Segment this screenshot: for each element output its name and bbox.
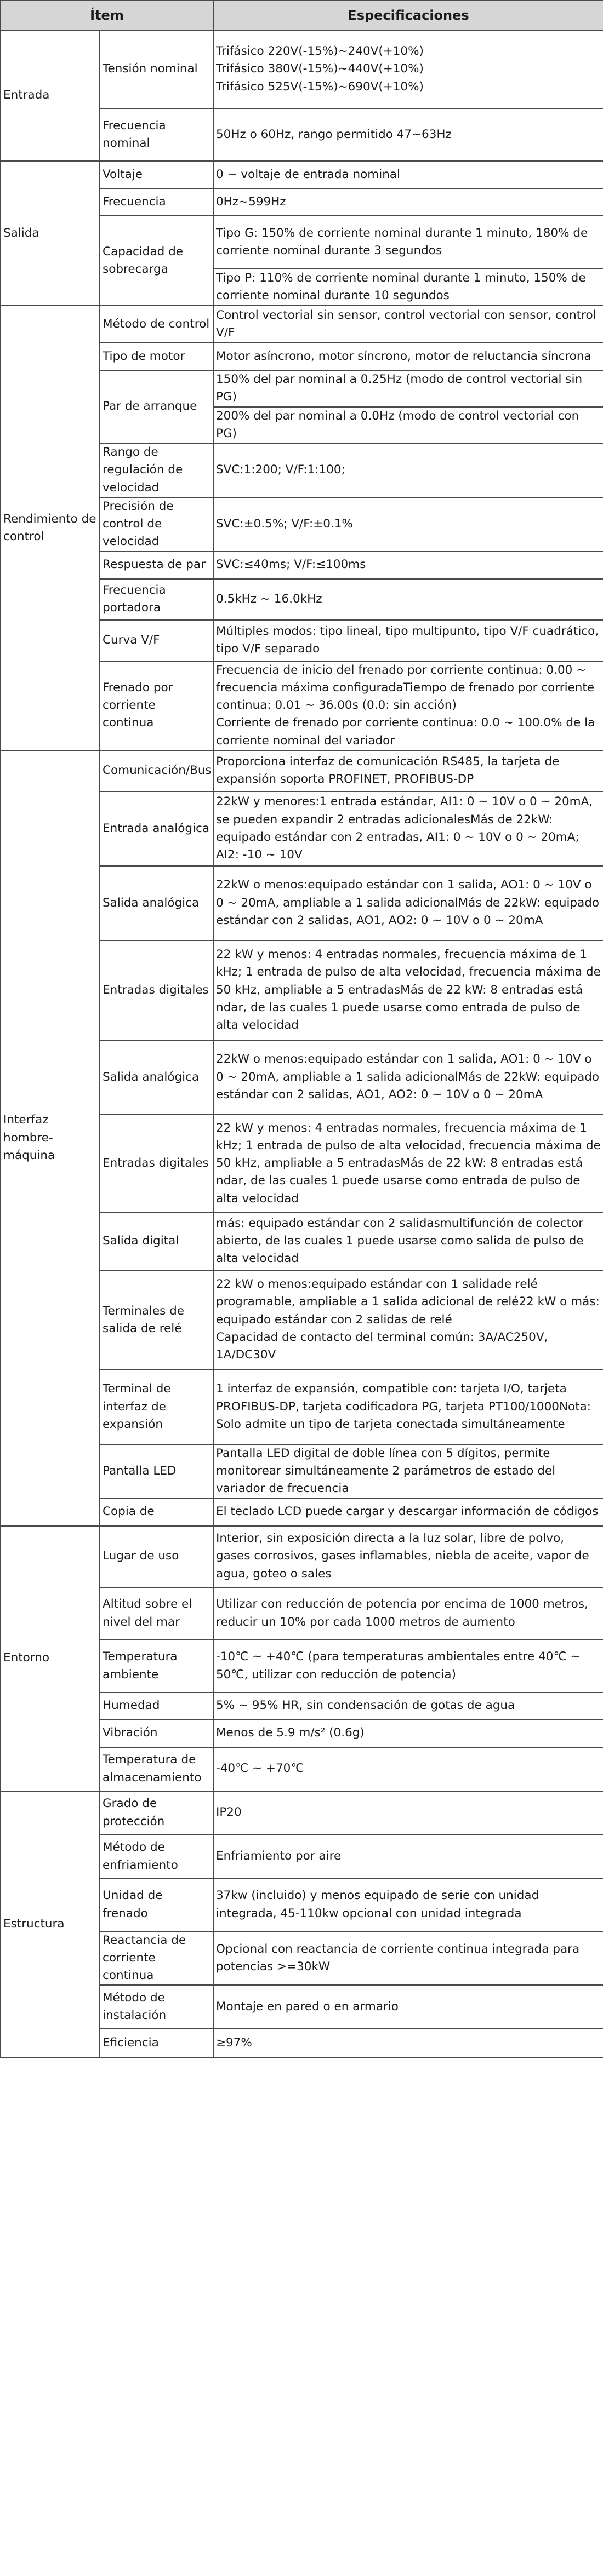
- row-value: 22kW y menores:1 entrada estándar, AI1: 0 ~ 10V o 0 ~ 20mA, se pueden expandir 2 entradas adicionalesMás de 22kW: equipado estándar con 2 entradas, AI1: 0 ~ 10V o 0 ~ 20mA; AI2: -10 ~ 10V: [213, 791, 603, 866]
- row-label: Entrada analógica: [100, 791, 213, 866]
- row-label: Unidad de frenado: [100, 1879, 213, 1931]
- row-value: IP20: [213, 1791, 603, 1835]
- row-value: Control vectorial sin sensor, control vectorial con sensor, control V/F: [213, 306, 603, 343]
- section-name: Estructura: [1, 1791, 100, 2058]
- row-label: Capacidad de sobrecarga: [100, 216, 213, 306]
- row-value: 0Hz~599Hz: [213, 188, 603, 216]
- row-value: 22 kW y menos: 4 entradas normales, frecuencia máxima de 1 kHz; 1 entrada de pulso de alta velocidad, frecuencia máxima de 50 kHz, ampliable a 5 entradasMás de 22 kW: 8 entradas está ndar, de las cuales 1 puede usarse como entrada de pulso de alta velocidad: [213, 940, 603, 1040]
- row-value: 22 kW o menos:equipado estándar con 1 salidade relé programable, ampliable a 1 salida adicional de relé22 kW o más: equipado estándar con 2 salidas de relé Capacidad de contacto del terminal común: 3A/AC250V, 1A/DC30V: [213, 1270, 603, 1370]
- row-label: Curva V/F: [100, 620, 213, 661]
- row-label: Método de enfriamiento: [100, 1835, 213, 1879]
- row-label: Método de control: [100, 306, 213, 343]
- row-value: SVC:≤40ms; V/F:≤100ms: [213, 552, 603, 579]
- section-name: Salida: [1, 161, 100, 306]
- row-value: 5% ~ 95% HR, sin condensación de gotas de agua: [213, 1693, 603, 1720]
- row-value: 0 ~ voltaje de entrada nominal: [213, 161, 603, 188]
- row-value: SVC:±0.5%; V/F:±0.1%: [213, 497, 603, 552]
- row-label: Reactancia de corriente continua: [100, 1931, 213, 1986]
- row-label: Respuesta de par: [100, 552, 213, 579]
- row-label: Voltaje: [100, 161, 213, 188]
- section-name: Entorno: [1, 1526, 100, 1791]
- row-label: Terminal de interfaz de expansión: [100, 1370, 213, 1444]
- row-label: Terminales de salida de relé: [100, 1270, 213, 1370]
- table-header-row: [1, 1, 603, 30]
- row-label: Entradas digitales: [100, 1115, 213, 1213]
- row-value: 22 kW y menos: 4 entradas normales, frecuencia máxima de 1 kHz; 1 entrada de pulso de alta velocidad, frecuencia máxima de 50 kHz, ampliable a 5 entradasMás de 22 kW: 8 entradas está ndar, de las cuales 1 puede usarse como entrada de pulso de alta velocidad: [213, 1115, 603, 1213]
- row-value: 22kW o menos:equipado estándar con 1 salida, AO1: 0 ~ 10V o 0 ~ 20mA, ampliable a 1 salida adicionalMás de 22kW: equipado estándar con 2 salidas, AO1, AO2: 0 ~ 10V o 0 ~ 20mA: [213, 1040, 603, 1115]
- row-label: Tipo de motor: [100, 343, 213, 370]
- row-label: Altitud sobre el nivel del mar: [100, 1587, 213, 1640]
- row-label: Rango de regulación de velocidad: [100, 443, 213, 497]
- spec-table-body: [1, 30, 603, 2057]
- section-name: Interfaz hombre-máquina: [1, 750, 100, 1526]
- row-label: Frecuencia portadora: [100, 579, 213, 620]
- row-value: Tipo P: 110% de corriente nominal durante 1 minuto, 150% de corriente nominal durante 10 segundos: [213, 268, 603, 306]
- row-value: Menos de 5.9 m/s² (0.6g): [213, 1720, 603, 1747]
- table-row: [1, 30, 603, 108]
- header-specifications: Especificaciones: [213, 1, 603, 30]
- row-label: Frecuencia: [100, 188, 213, 216]
- row-label: Pantalla LED: [100, 1444, 213, 1499]
- row-label: Frecuencia nominal: [100, 108, 213, 161]
- row-label: Precisión de control de velocidad: [100, 497, 213, 552]
- header-item: Ítem: [1, 1, 213, 30]
- table-row: [1, 750, 603, 791]
- row-label: Humedad: [100, 1693, 213, 1720]
- row-value: Tipo G: 150% de corriente nominal durante 1 minuto, 180% de corriente nominal durante 3 segundos: [213, 216, 603, 268]
- row-value: El teclado LCD puede cargar y descargar información de códigos: [213, 1499, 603, 1526]
- row-label: Eficiencia: [100, 2029, 213, 2057]
- row-label: Vibración: [100, 1720, 213, 1747]
- row-label: Lugar de uso: [100, 1526, 213, 1587]
- row-value: SVC:1:200; V/F:1:100;: [213, 443, 603, 497]
- row-value: Opcional con reactancia de corriente continua integrada para potencias >=30kW: [213, 1931, 603, 1986]
- table-row: [1, 1791, 603, 1835]
- row-value: 150% del par nominal a 0.25Hz (modo de control vectorial sin PG): [213, 370, 603, 407]
- row-label: Comunicación/Bus: [100, 750, 213, 791]
- row-value: Montaje en pared o en armario: [213, 1985, 603, 2029]
- row-label: Salida digital: [100, 1213, 213, 1270]
- row-label: Copia de: [100, 1499, 213, 1526]
- row-label: Frenado por corriente continua: [100, 661, 213, 750]
- row-value: Enfriamiento por aire: [213, 1835, 603, 1879]
- row-value: -10℃ ~ +40℃ (para temperaturas ambientales entre 40℃ ~ 50℃, utilizar con reducción de potencia): [213, 1640, 603, 1693]
- row-value: más: equipado estándar con 2 salidasmultifunción de colector abierto, de las cuales 1 puede usarse como salida de pulso de alta velocidad: [213, 1213, 603, 1270]
- row-value: ≥97%: [213, 2029, 603, 2057]
- row-label: Temperatura de almacenamiento: [100, 1747, 213, 1791]
- row-label: Temperatura ambiente: [100, 1640, 213, 1693]
- row-value: -40℃ ~ +70℃: [213, 1747, 603, 1791]
- row-label: Método de instalación: [100, 1985, 213, 2029]
- row-value: 200% del par nominal a 0.0Hz (modo de control vectorial con PG): [213, 407, 603, 444]
- row-value: Frecuencia de inicio del frenado por corriente continua: 0.00 ~ frecuencia máxima configuradaTiempo de frenado por corriente continua: 0.01 ~ 36.00s (0.0: sin acción) Corriente de frenado por corriente continua: 0.0 ~ 100.0% de la corriente nominal del variador: [213, 661, 603, 750]
- row-label: Entradas digitales: [100, 940, 213, 1040]
- row-label: Tensión nominal: [100, 30, 213, 108]
- row-value: Interior, sin exposición directa a la luz solar, libre de polvo, gases corrosivos, gases inflamables, niebla de aceite, vapor de agua, goteo o sales: [213, 1526, 603, 1587]
- row-value: Utilizar con reducción de potencia por encima de 1000 metros, reducir un 10% por cada 1000 metros de aumento: [213, 1587, 603, 1640]
- row-value: 1 interfaz de expansión, compatible con: tarjeta I/O, tarjeta PROFIBUS-DP, tarjeta codificadora PG, tarjeta PT100/1000Nota: Solo admite un tipo de tarjeta conectada simultáneamente: [213, 1370, 603, 1444]
- row-value: Múltiples modos: tipo lineal, tipo multipunto, tipo V/F cuadrático, tipo V/F separado: [213, 620, 603, 661]
- row-value: 22kW o menos:equipado estándar con 1 salida, AO1: 0 ~ 10V o 0 ~ 20mA, ampliable a 1 salida adicionalMás de 22kW: equipado estándar con 2 salidas, AO1, AO2: 0 ~ 10V o 0 ~ 20mA: [213, 866, 603, 940]
- row-value: Pantalla LED digital de doble línea con 5 dígitos, permite monitorear simultáneamente 2 parámetros de estado del variador de frecuencia: [213, 1444, 603, 1499]
- table-row: [1, 161, 603, 188]
- section-name: Entrada: [1, 30, 100, 161]
- row-value: Trifásico 220V(-15%)~240V(+10%) Trifásico 380V(-15%)~440V(+10%) Trifásico 525V(-15%)~690V(+10%): [213, 30, 603, 108]
- section-name: Rendimiento de control: [1, 306, 100, 750]
- row-label: Par de arranque: [100, 370, 213, 443]
- row-label: Grado de protección: [100, 1791, 213, 1835]
- row-value: Proporciona interfaz de comunicación RS485, la tarjeta de expansión soporta PROFINET, PROFIBUS-DP: [213, 750, 603, 791]
- row-label: Salida analógica: [100, 1040, 213, 1115]
- table-row: [1, 1526, 603, 1587]
- row-value: 50Hz o 60Hz, rango permitido 47~63Hz: [213, 108, 603, 161]
- row-value: Motor asíncrono, motor síncrono, motor de reluctancia síncrona: [213, 343, 603, 370]
- row-value: 0.5kHz ~ 16.0kHz: [213, 579, 603, 620]
- row-value: 37kw (incluido) y menos equipado de serie con unidad integrada, 45-110kw opcional con unidad integrada: [213, 1879, 603, 1931]
- row-label: Salida analógica: [100, 866, 213, 940]
- table-row: [1, 306, 603, 343]
